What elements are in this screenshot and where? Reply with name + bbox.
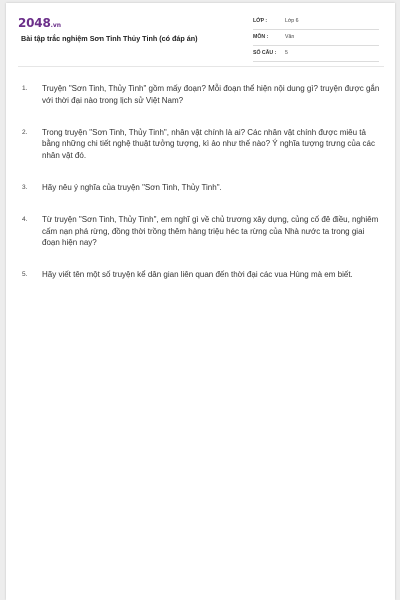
question-text: Truyện "Sơn Tinh, Thủy Tinh" gồm mấy đoạn? Mỗi đoạn thể hiện nội dung gì? truyện được gắn với thời đại nào trong lịch sử Việt Nam? (42, 84, 380, 105)
site-logo[interactable] (18, 16, 61, 30)
logo-suffix: .vn (50, 22, 62, 29)
question-text: Hãy nêu ý nghĩa của truyện "Sơn Tinh, Thủy Tinh". (42, 182, 222, 192)
question-list (18, 83, 382, 281)
meta-value-count: 5 (285, 50, 288, 56)
meta-label-class: LỚP : (253, 18, 268, 24)
document-page (6, 3, 395, 600)
document-title: Bài tập trắc nghiệm Sơn Tinh Thủy Tinh (có đáp án) (21, 34, 198, 43)
question-number: 1. (22, 85, 28, 92)
meta-info (253, 14, 379, 62)
question-item (18, 127, 382, 162)
meta-label-subject: MÔN : (253, 34, 269, 40)
meta-row-subject (253, 30, 379, 46)
question-item (18, 182, 382, 194)
question-item (18, 269, 382, 281)
meta-row-class (253, 14, 379, 30)
question-number: 5. (22, 271, 28, 279)
header-divider (18, 66, 384, 67)
meta-row-count (253, 46, 379, 62)
meta-value-class: Lớp 6 (285, 18, 299, 24)
question-number: 2. (22, 128, 28, 136)
question-text: Hãy viết tên một số truyện kể dân gian liên quan đến thời đại các vua Hùng mà em biết. (42, 270, 353, 280)
question-number: 3. (22, 183, 28, 191)
question-text: Từ truyện "Sơn Tinh, Thủy Tinh", em nghĩ gì về chủ trương xây dựng, củng cố đê điều, nghiêm cấm nạn phá rừng, đồng thời trồng thêm hàng triệu héc ta rừng của Nhà nước ta trong giai đoạn hiện nay? (42, 214, 379, 248)
meta-value-subject: Văn (285, 34, 295, 40)
question-item (18, 214, 382, 249)
question-item (18, 83, 382, 107)
logo-text: 2048 (18, 16, 51, 30)
question-number: 4. (22, 215, 28, 223)
meta-label-count: SỐ CÂU : (253, 50, 277, 56)
question-text: Trong truyện "Sơn Tinh, Thủy Tinh", nhân vật chính là ai? Các nhân vật chính được miêu tả bằng những chi tiết nghệ thuật tưởng tượng, kì ảo như thế nào? Ý nghĩa tượng trưng của các nhân vật đó. (42, 127, 375, 161)
